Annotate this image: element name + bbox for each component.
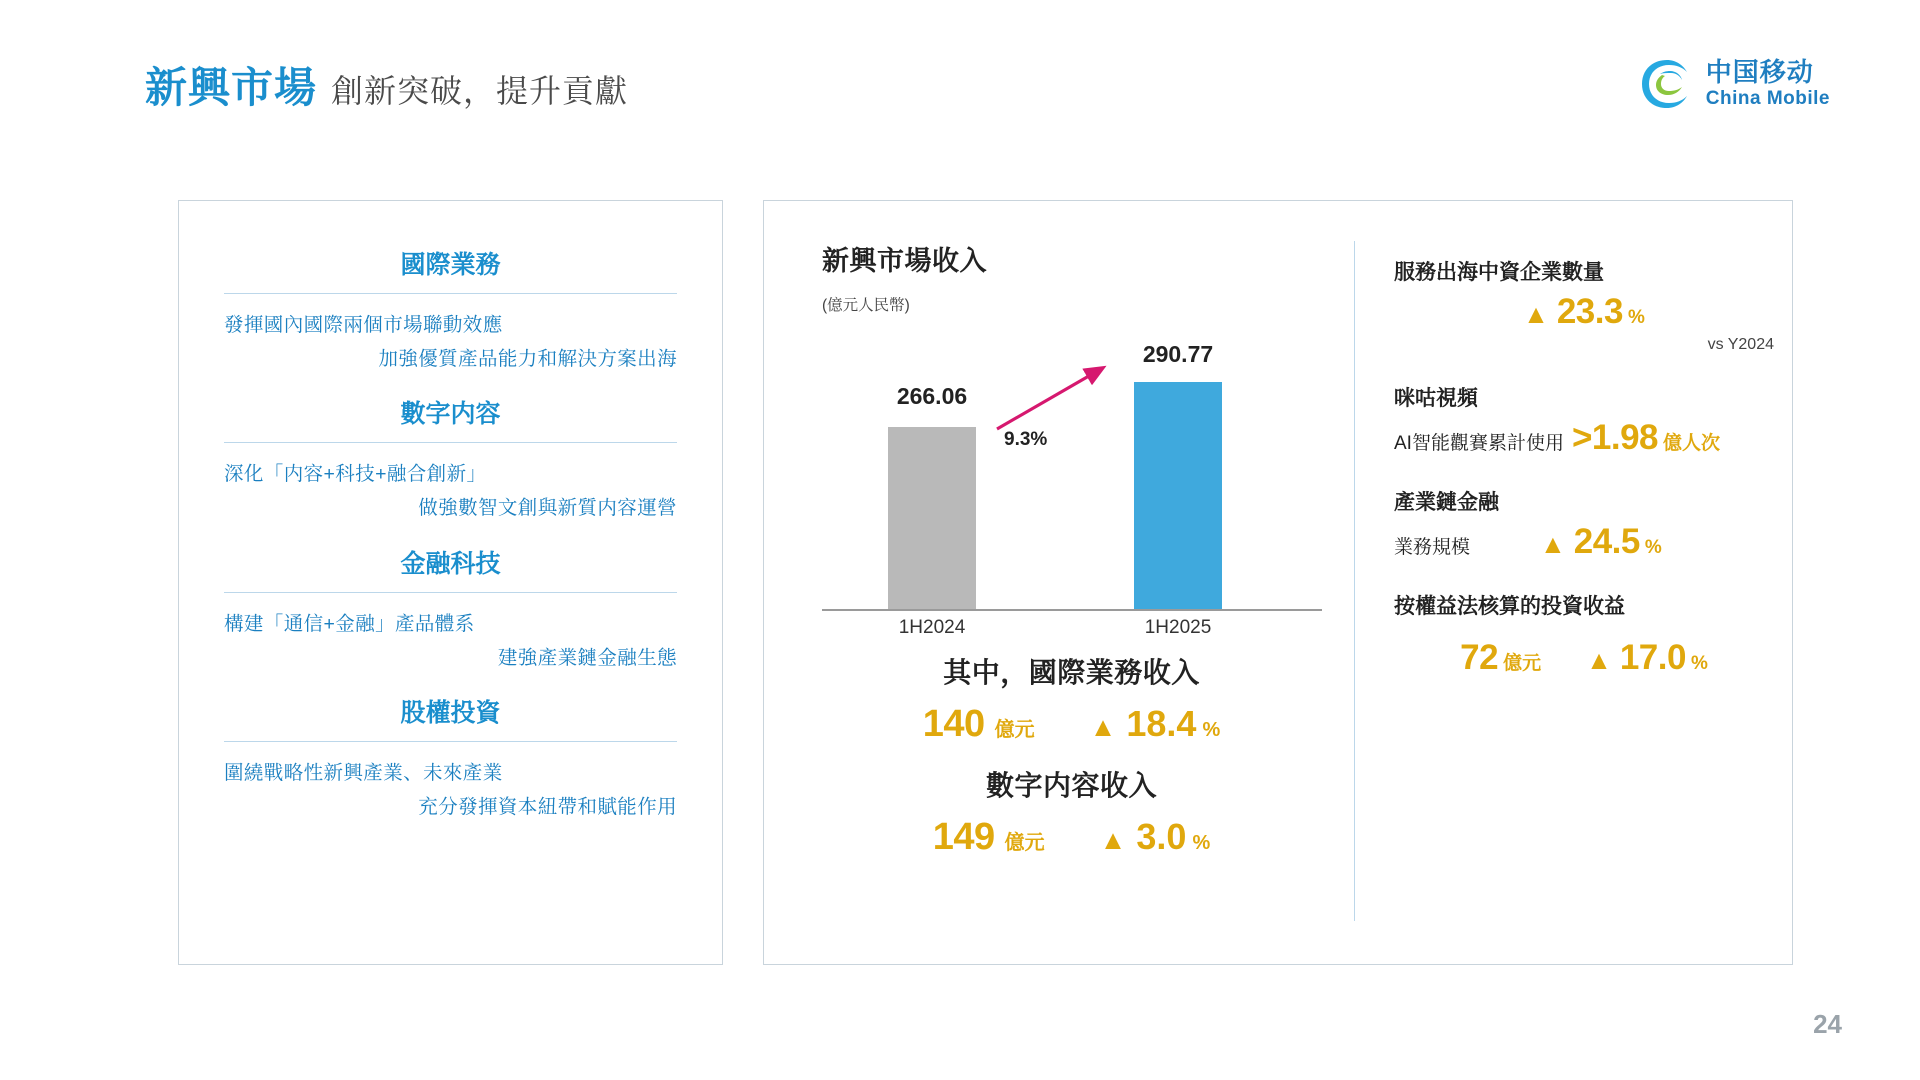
bar-category-label: 1H2024 bbox=[898, 617, 966, 638]
triangle-up-icon: ▲ bbox=[1523, 299, 1549, 329]
chart-title: 新興市場收入 bbox=[822, 246, 987, 276]
strategy-line: 充分發揮資本紐帶和賦能作用 bbox=[418, 795, 677, 818]
metric-unit: 億元 bbox=[1503, 653, 1542, 674]
metric-comparison-note: vs Y2024 bbox=[1707, 336, 1774, 353]
metric-migu-video bbox=[1394, 382, 1774, 458]
metric-symbol: % bbox=[1627, 307, 1645, 328]
mid-stat-change-symbol: % bbox=[1202, 719, 1221, 741]
metric-symbol: % bbox=[1690, 653, 1708, 674]
metric-change: 17.0 bbox=[1619, 638, 1686, 677]
metric-heading: 服務出海中資企業數量 bbox=[1394, 261, 1604, 284]
strategy-line: 圍繞戰略性新興產業、未來產業 bbox=[224, 761, 503, 784]
logo-text bbox=[1706, 58, 1830, 110]
right-metrics-column bbox=[1394, 256, 1774, 706]
chart-x-axis bbox=[822, 609, 1322, 611]
vertical-divider bbox=[1354, 241, 1355, 921]
strategy-block-title: 國際業務 bbox=[400, 251, 501, 279]
metric-row bbox=[1394, 292, 1774, 332]
metric-supply-chain-finance bbox=[1394, 486, 1774, 562]
mid-stat-value: 140 bbox=[922, 703, 985, 745]
metric-equity-investment-income bbox=[1394, 590, 1774, 678]
divider bbox=[224, 293, 677, 294]
mid-stats-group bbox=[799, 651, 1344, 877]
bar-value-label: 266.06 bbox=[896, 383, 968, 409]
metric-row bbox=[1394, 418, 1774, 458]
strategy-line: 加強優質產品能力和解決方案出海 bbox=[378, 348, 677, 371]
metric-value: >1.98 bbox=[1571, 418, 1659, 457]
mid-stat-value: 149 bbox=[932, 816, 995, 858]
revenue-bar-chart bbox=[804, 321, 1344, 641]
mid-stat-heading: 數字内容收入 bbox=[985, 770, 1157, 801]
triangle-up-icon: ▲ bbox=[1089, 712, 1117, 742]
page-number: 24 bbox=[1813, 1009, 1842, 1039]
growth-rate-label: 9.3% bbox=[1004, 429, 1048, 450]
strategy-block-title: 數字内容 bbox=[400, 400, 501, 429]
bar-value-label: 290.77 bbox=[1142, 341, 1214, 367]
strategy-line: 構建「通信+金融」產品體系 bbox=[224, 612, 475, 635]
metric-heading: 按權益法核算的投資收益 bbox=[1394, 595, 1625, 618]
china-mobile-logo-icon bbox=[1638, 55, 1696, 113]
mid-stat-unit: 億元 bbox=[1004, 832, 1045, 854]
mid-stat-unit: 億元 bbox=[994, 719, 1035, 741]
bar-1h2024 bbox=[888, 427, 976, 609]
triangle-up-icon: ▲ bbox=[1099, 825, 1127, 855]
page-header bbox=[145, 55, 628, 115]
strategy-line: 發揮國內國際兩個市場聯動效應 bbox=[224, 314, 503, 336]
growth-arrow-icon bbox=[989, 351, 1119, 441]
strategy-block bbox=[224, 231, 677, 376]
metric-description: AI智能觀賽累計使用 bbox=[1394, 433, 1564, 454]
strategy-block bbox=[224, 530, 677, 675]
metric-overseas-enterprises bbox=[1394, 256, 1774, 354]
metric-symbol: % bbox=[1644, 537, 1662, 558]
strategy-line: 深化「内容+科技+融合創新」 bbox=[224, 463, 487, 486]
strategy-line: 做強數智文創與新質内容運營 bbox=[418, 497, 677, 520]
strategy-block-title: 金融科技 bbox=[400, 549, 501, 578]
bar-category-label: 1H2025 bbox=[1144, 617, 1212, 638]
strategy-line: 建強產業鏈金融生態 bbox=[497, 646, 677, 669]
divider bbox=[224, 592, 677, 593]
metric-heading: 產業鏈金融 bbox=[1394, 491, 1499, 514]
metric-symbol: 億人次 bbox=[1663, 433, 1721, 454]
mid-stat-change-symbol: % bbox=[1192, 832, 1211, 854]
metric-heading: 咪咕視頻 bbox=[1394, 387, 1478, 410]
triangle-up-icon: ▲ bbox=[1540, 529, 1566, 559]
metric-row bbox=[1394, 638, 1774, 678]
logo-text-cn: 中国移动 bbox=[1705, 57, 1814, 88]
chart-unit-note: (億元人民幣) bbox=[822, 297, 910, 314]
metric-value: 24.5 bbox=[1573, 522, 1640, 561]
page-subtitle: 創新突破，提升貢獻 bbox=[331, 73, 629, 109]
mid-stat-row bbox=[799, 816, 1344, 859]
mid-stat-heading: 其中，國際業務收入 bbox=[943, 657, 1200, 688]
triangle-up-icon: ▲ bbox=[1586, 645, 1612, 675]
strategy-block-title: 股權投資 bbox=[400, 698, 501, 727]
metric-value: 23.3 bbox=[1556, 292, 1623, 331]
page-title: 新興市場 bbox=[145, 64, 318, 111]
divider bbox=[224, 741, 677, 742]
strategy-panel bbox=[178, 200, 723, 965]
mid-stat-row bbox=[799, 703, 1344, 746]
bar-1h2025 bbox=[1134, 382, 1222, 609]
strategy-block bbox=[224, 679, 677, 824]
metric-value: 72 bbox=[1460, 638, 1499, 677]
metric-description: 業務規模 bbox=[1394, 537, 1471, 558]
mid-stat-change: 3.0 bbox=[1136, 816, 1187, 857]
divider bbox=[224, 442, 677, 443]
strategy-block bbox=[224, 380, 677, 525]
metric-row bbox=[1394, 522, 1774, 562]
mid-stat-change: 18.4 bbox=[1126, 703, 1197, 744]
logo-text-en: China Mobile bbox=[1705, 88, 1830, 110]
brand-logo bbox=[1638, 55, 1830, 113]
metrics-panel bbox=[763, 200, 1793, 965]
